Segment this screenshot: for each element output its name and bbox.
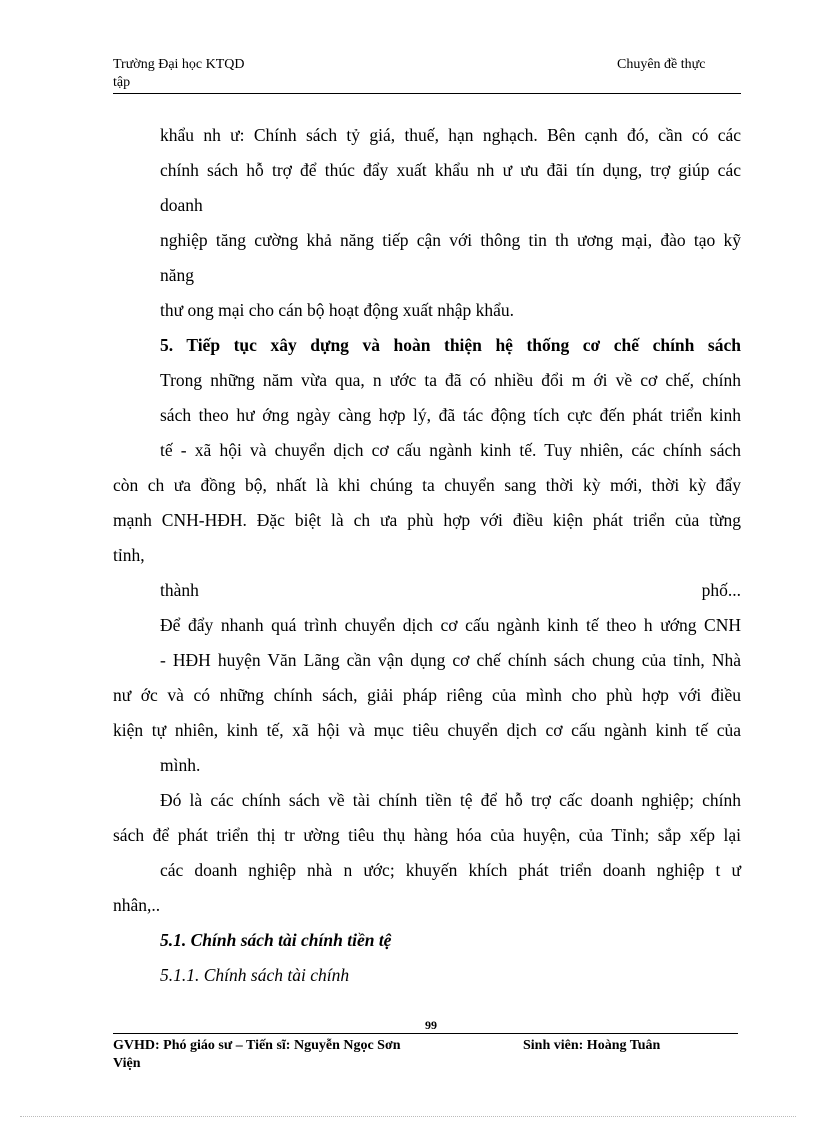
body-line: còn ch ưa đồng bộ, nhất là khi chúng ta chuyển sang thời kỳ mới, thời kỳ đẩy <box>113 475 741 495</box>
body-line: sách để phát triển thị tr ường tiêu thụ hàng hóa của huyện, của Tỉnh; sắp xếp lại <box>113 825 741 845</box>
body-word: thành <box>160 580 199 600</box>
body-line: khẩu nh ư: Chính sách tỷ giá, thuế, hạn nghạch. Bên cạnh đó, cần có các <box>160 125 741 145</box>
body-line: các doanh nghiệp nhà n ước; khuyến khích phát triển doanh nghiệp t ư <box>160 860 741 880</box>
body-line: nghiệp tăng cường khả năng tiếp cận với thông tin th ương mại, đào tạo kỹ <box>160 230 741 250</box>
body-line: năng <box>160 265 195 285</box>
body-line: nư ớc và có những chính sách, giải pháp riêng của mình cho phù hợp với điều <box>113 685 741 705</box>
page-number: 99 <box>425 1018 437 1032</box>
body-line: sách theo hư ớng ngày càng hợp lý, đã tác động tích cực đến phát triển kinh <box>160 405 741 425</box>
body-line: Để đẩy nhanh quá trình chuyển dịch cơ cấu ngành kinh tế theo h ướng CNH <box>160 615 741 635</box>
body-word: phố... <box>701 580 741 600</box>
body-line: chính sách hỗ trợ để thúc đẩy xuất khẩu nh ư ưu đãi tín dụng, trợ giúp các <box>160 160 741 180</box>
body-line: thư ong mại cho cán bộ hoạt động xuất nhập khẩu. <box>160 300 515 320</box>
body-line: tỉnh, <box>113 545 145 565</box>
body-line: tế - xã hội và chuyển dịch cơ cấu ngành kinh tế. Tuy nhiên, các chính sách <box>160 440 741 460</box>
footer-supervisor-line2: Viện <box>113 1056 141 1071</box>
header-school-line1: Trường Đại học KTQD <box>113 57 245 72</box>
body-line: nhân,.. <box>113 895 161 915</box>
header-school <box>113 56 245 92</box>
body-line: doanh <box>160 195 203 215</box>
page-body <box>113 118 741 993</box>
body-line: mạnh CNH-HĐH. Đặc biệt là ch ưa phù hợp với điều kiện phát triển của từng <box>113 510 741 530</box>
footer-rule <box>113 1033 738 1034</box>
page-edge-divider <box>20 1116 796 1117</box>
header-doc-type: Chuyên đề thực <box>617 57 706 72</box>
body-line: Đó là các chính sách về tài chính tiền tệ để hỗ trợ cấc doanh nghiệp; chính <box>160 790 741 810</box>
footer-student: Sinh viên: Hoàng Tuân <box>523 1038 661 1053</box>
subsection-heading: 5.1. Chính sách tài chính tiền tệ <box>160 930 392 950</box>
header-school-line2: tập <box>113 75 131 90</box>
footer-supervisor-line1: GVHD: Phó giáo sư – Tiến sĩ: Nguyễn Ngọc Sơn <box>113 1038 401 1053</box>
section-heading: 5. Tiếp tục xây dựng và hoàn thiện hệ thống cơ chế chính sách <box>160 335 741 355</box>
body-line: Trong những năm vừa qua, n ước ta đã có nhiều đổi m ới về cơ chế, chính <box>160 370 741 390</box>
footer-supervisor <box>113 1037 401 1073</box>
header-rule <box>113 93 741 94</box>
body-line: mình. <box>160 755 201 775</box>
body-line <box>113 573 741 608</box>
subsubsection-heading: 5.1.1. Chính sách tài chính <box>160 965 350 985</box>
body-line: kiện tự nhiên, kinh tế, xã hội và mục tiêu chuyển dịch cơ cấu ngành kinh tế của <box>113 720 741 740</box>
body-line: - HĐH huyện Văn Lãng cần vận dụng cơ chế chính sách chung của tỉnh, Nhà <box>160 650 741 670</box>
